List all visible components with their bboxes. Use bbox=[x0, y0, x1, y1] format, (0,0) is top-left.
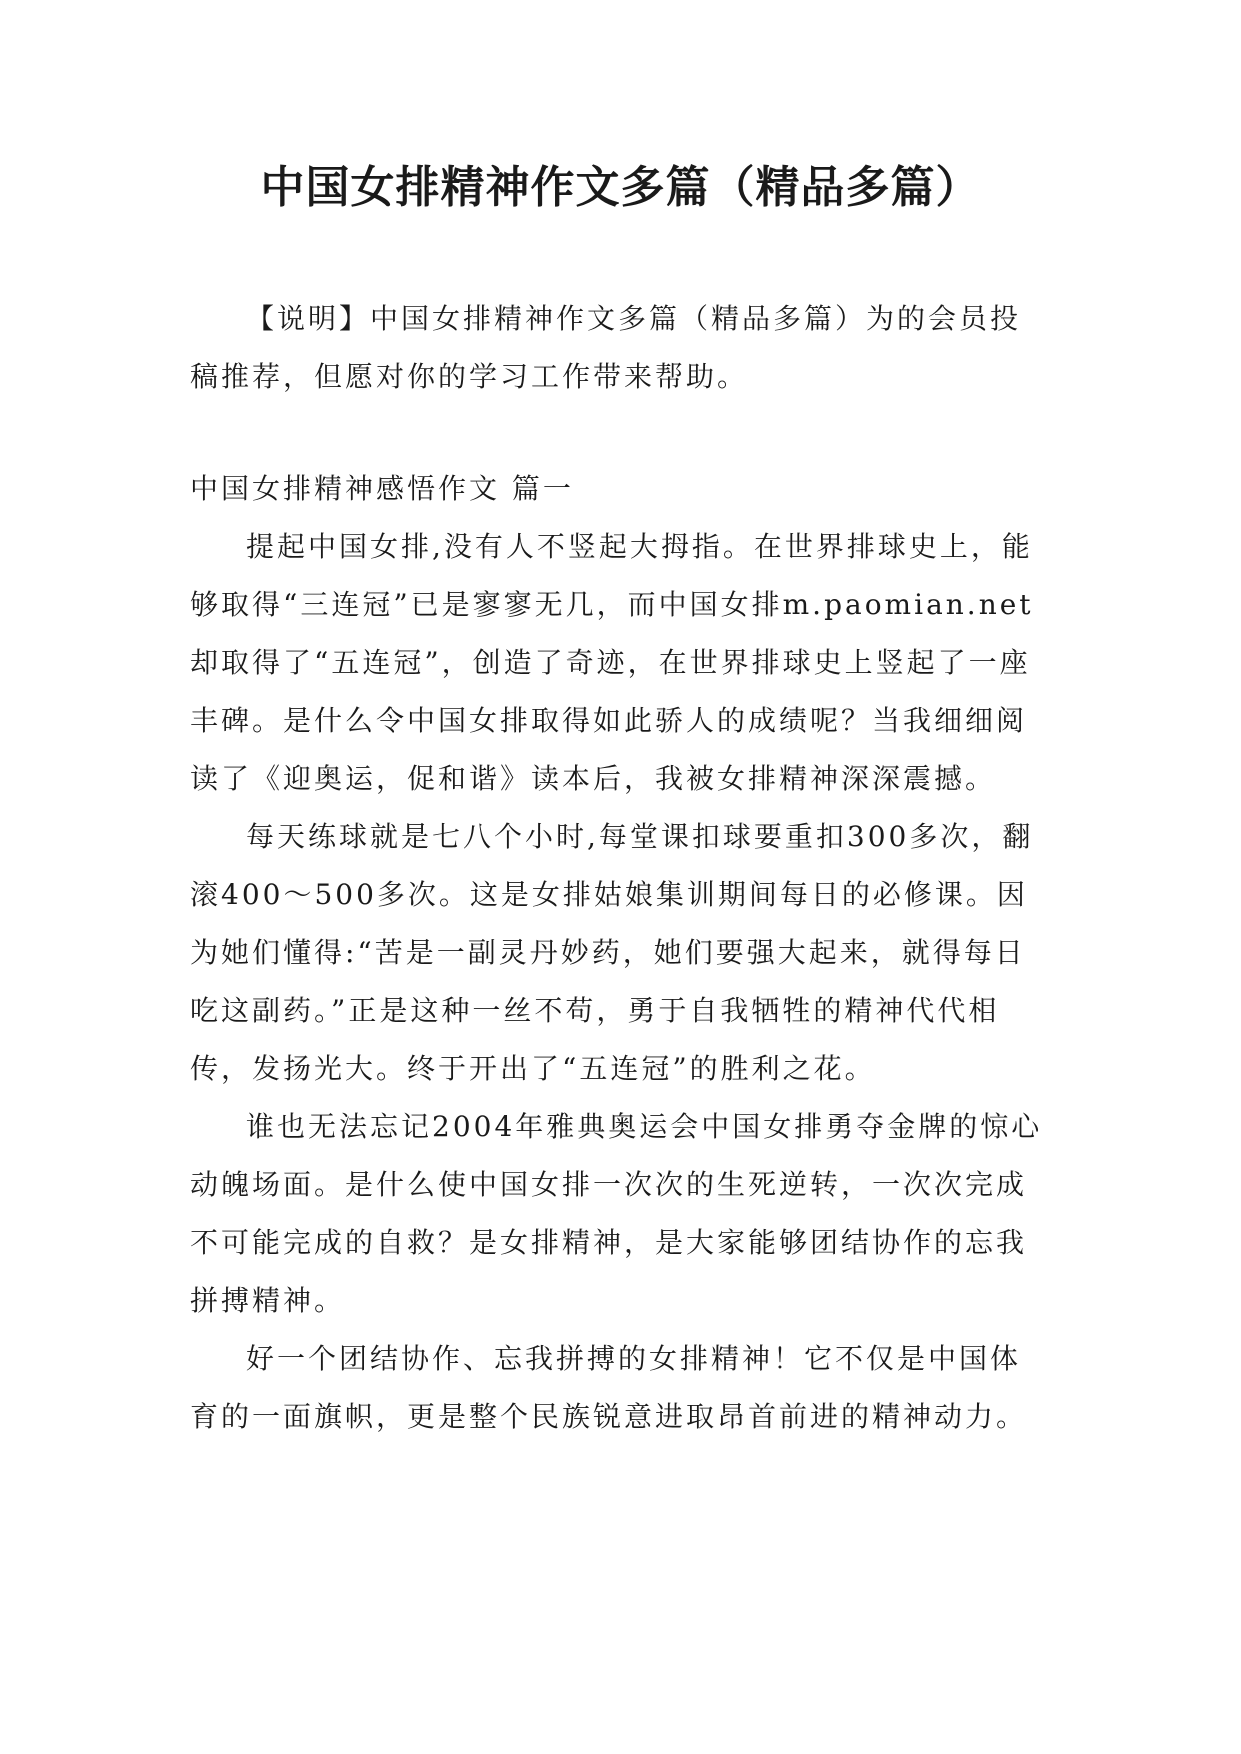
body-paragraph: 每天练球就是七八个小时,每堂课扣球要重扣300多次，翻滚400～500多次。这是女排姑娘集训期间每日的必修课。因为她们懂得:“苦是一副灵丹妙药，她们要强大起来，就得每日吃这副药。”正是这种一丝不苟，勇于自我牺牲的精神代代相传，发扬光大。终于开出了“五连冠”的胜利之花。 bbox=[190, 820, 1034, 1085]
document-title: 中国女排精神作文多篇（精品多篇） bbox=[260, 162, 981, 213]
section-heading: 中国女排精神感悟作文 篇一 bbox=[190, 472, 574, 505]
intro-paragraph: 【说明】中国女排精神作文多篇（精品多篇）为的会员投稿推荐，但愿对你的学习工作带来帮助。 bbox=[190, 302, 1022, 393]
body-paragraph: 好一个团结协作、忘我拼搏的女排精神！它不仅是中国体育的一面旗帜，更是整个民族锐意进取昂首前进的精神动力。 bbox=[190, 1342, 1028, 1433]
essay-section bbox=[190, 460, 1050, 1446]
body-paragraph: 谁也无法忘记2004年雅典奥运会中国女排勇夺金牌的惊心动魄场面。是什么使中国女排一次次的生死逆转，一次次完成不可能完成的自救？是女排精神，是大家能够团结协作的忘我拼搏精神。 bbox=[190, 1110, 1043, 1317]
body-paragraph: 提起中国女排,没有人不竖起大拇指。在世界排球史上，能够取得“三连冠”已是寥寥无几，而中国女排m.paomian.net 却取得了“五连冠”，创造了奇迹，在世界排球史上竖起了一座丰碑。是什么令中国女排取得如此骄人的成绩呢？当我细细阅读了《迎奥运，促和谐》读本后，我被女排精神深深震撼。 bbox=[190, 530, 1034, 795]
